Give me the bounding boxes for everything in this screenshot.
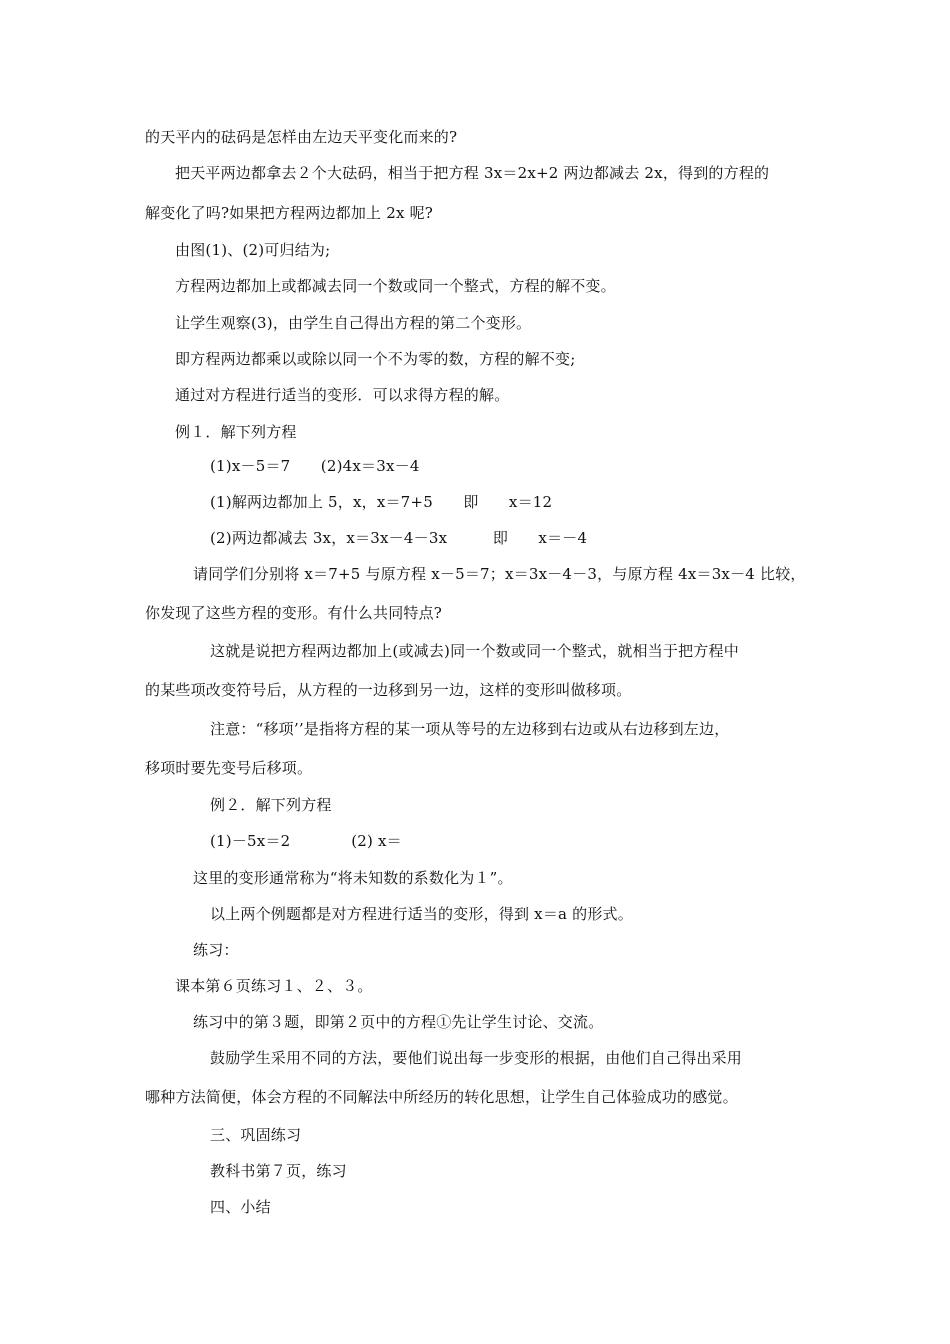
equation-line: (1)x－5＝7 (2)4x＝3x－4 bbox=[210, 457, 420, 475]
text-line: 这里的变形通常称为“将未知数的系数化为１”。 bbox=[193, 869, 513, 887]
text-line: 这就是说把方程两边都加上(或减去)同一个数或同一个整式，就相当于把方程中 bbox=[210, 642, 739, 660]
text-line: 你发现了这些方程的变形。有什么共同特点? bbox=[145, 604, 443, 622]
equation-line: (1)－5x＝2 (2) x＝ bbox=[210, 832, 402, 850]
equation-line: (1)解两边都加上 5，x，x＝7+5 即 x＝12 bbox=[210, 493, 553, 511]
text-line: 即方程两边都乘以或除以同一个不为零的数，方程的解不变; bbox=[175, 350, 576, 368]
equation-line: (2)两边都减去 3x，x＝3x－4－3x 即 x＝－4 bbox=[210, 529, 588, 547]
text-line: 的天平内的砝码是怎样由左边天平变化而来的? bbox=[145, 128, 458, 146]
text-line: 注意：“移项’’是指将方程的某一项从等号的左边移到右边或从右边移到左边， bbox=[210, 720, 730, 738]
text-line: 例２．解下列方程 bbox=[210, 796, 332, 814]
text-line: 把天平两边都拿去２个大砝码，相当于把方程 3x＝2x+2 两边都减去 2x，得到的方程的 bbox=[175, 164, 770, 182]
text-line: 练习： bbox=[193, 941, 239, 959]
text-line: 鼓励学生采用不同的方法，要他们说出每一步变形的根据，由他们自己得出采用 bbox=[210, 1049, 743, 1067]
section-heading: 四、小结 bbox=[210, 1198, 271, 1216]
text-line: 让学生观察(3)，由学生自己得出方程的第二个变形。 bbox=[175, 314, 532, 332]
text-line: 由图(1)、(2)可归结为; bbox=[175, 241, 331, 259]
text-line: 方程两边都加上或都减去同一个数或同一个整式，方程的解不变。 bbox=[175, 277, 616, 295]
text-line: 请同学们分别将 x＝7+5 与原方程 x－5＝7；x＝3x－4－3，与原方程 4x＝3x－4 比较， bbox=[193, 565, 806, 583]
text-line: 解变化了吗?如果把方程两边都加上 2x 呢? bbox=[145, 204, 434, 222]
text-line: 例１．解下列方程 bbox=[175, 423, 297, 441]
text-line: 哪种方法简便，体会方程的不同解法中所经历的转化思想，让学生自己体验成功的感觉。 bbox=[145, 1088, 738, 1106]
text-line: 课本第６页练习１、２、３。 bbox=[175, 977, 373, 995]
text-line: 移项时要先变号后移项。 bbox=[145, 759, 313, 777]
text-line: 通过对方程进行适当的变形．可以求得方程的解。 bbox=[175, 386, 510, 404]
text-line: 练习中的第３题，即第２页中的方程①先让学生讨论、交流。 bbox=[193, 1013, 604, 1031]
text-line: 以上两个例题都是对方程进行适当的变形，得到 x＝a 的形式。 bbox=[210, 905, 633, 923]
section-heading: 三、巩固练习 bbox=[210, 1126, 302, 1144]
text-line: 的某些项改变符号后，从方程的一边移到另一边，这样的变形叫做移项。 bbox=[145, 681, 632, 699]
text-line: 教科书第７页，练习 bbox=[210, 1162, 347, 1180]
